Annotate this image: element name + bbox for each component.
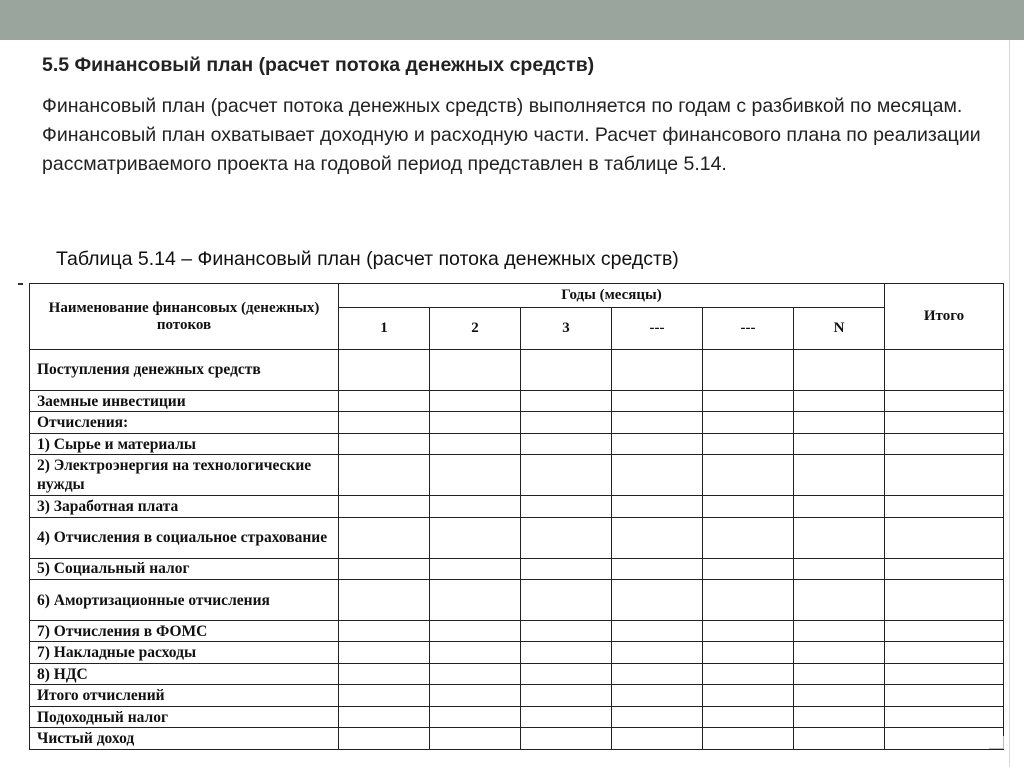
- table-cell: [612, 642, 703, 663]
- header-period: 1: [339, 308, 430, 350]
- table-cell: [794, 433, 885, 454]
- table-cell: [430, 412, 521, 433]
- row-label: Чистый доход: [30, 728, 339, 750]
- table-cell: [703, 496, 794, 517]
- table-cell: [521, 706, 612, 727]
- table-cell: [885, 517, 1004, 558]
- table-cell: [430, 455, 521, 496]
- table-row: [30, 663, 1004, 684]
- row-label: 3) Заработная плата: [30, 496, 339, 517]
- table-cell: [339, 433, 430, 454]
- table-cell: [521, 412, 612, 433]
- header-name: Наименование финансовых (денежных) потоков: [30, 284, 339, 350]
- table-cell: [430, 642, 521, 663]
- table-cell: [794, 390, 885, 411]
- table-cell: [794, 412, 885, 433]
- table-cell: [885, 728, 1004, 750]
- table-cell: [430, 580, 521, 621]
- table-cell: [794, 706, 885, 727]
- row-label: 2) Электроэнергия на технологические нужды: [30, 455, 339, 496]
- table-cell: [430, 496, 521, 517]
- table-row: [30, 685, 1004, 706]
- row-label: 1) Сырье и материалы: [30, 433, 339, 454]
- table-row: [30, 412, 1004, 433]
- table-cell: [521, 620, 612, 641]
- section-title: 5.5 Финансовый план (расчет потока денежных средств): [42, 54, 595, 76]
- row-label: Подоходный налог: [30, 706, 339, 727]
- table-cell: [794, 455, 885, 496]
- table-cell: [339, 455, 430, 496]
- table-cell: [612, 728, 703, 750]
- table-cell: [703, 455, 794, 496]
- header-years: Годы (месяцы): [339, 284, 885, 308]
- margin-mark: [18, 283, 23, 285]
- table-cell: [794, 728, 885, 750]
- header-total: Итого: [885, 284, 1004, 350]
- table-cell: [703, 517, 794, 558]
- table-cell: [339, 517, 430, 558]
- table-row: [30, 580, 1004, 621]
- row-label: 8) НДС: [30, 663, 339, 684]
- table-cell: [339, 496, 430, 517]
- table-cell: [885, 455, 1004, 496]
- table-cell: [339, 728, 430, 750]
- table-cell: [612, 433, 703, 454]
- table-row: [30, 517, 1004, 558]
- table-cell: [612, 455, 703, 496]
- table-cell: [703, 642, 794, 663]
- table-row: [30, 706, 1004, 727]
- table-cell: [703, 685, 794, 706]
- table-cell: [339, 558, 430, 579]
- table-cell: [339, 350, 430, 391]
- financial-plan-table: [29, 283, 1004, 750]
- table-cell: [521, 642, 612, 663]
- table-cell: [612, 580, 703, 621]
- table-cell: [885, 496, 1004, 517]
- table-cell: [885, 390, 1004, 411]
- slide-border: [1009, 40, 1010, 767]
- table-cell: [794, 642, 885, 663]
- table-cell: [521, 433, 612, 454]
- table-cell: [885, 412, 1004, 433]
- table-cell: [339, 620, 430, 641]
- row-label: 7) Отчисления в ФОМС: [30, 620, 339, 641]
- table-cell: [885, 642, 1004, 663]
- table-cell: [430, 517, 521, 558]
- table-cell: [521, 350, 612, 391]
- table-cell: [430, 390, 521, 411]
- table-cell: [794, 558, 885, 579]
- table-cell: [339, 706, 430, 727]
- header-period: ---: [612, 308, 703, 350]
- table-cell: [612, 496, 703, 517]
- table-cell: [885, 706, 1004, 727]
- table-cell: [612, 663, 703, 684]
- table-caption: Таблица 5.14 – Финансовый план (расчет потока денежных средств): [56, 248, 679, 270]
- table-cell: [612, 390, 703, 411]
- table-cell: [430, 558, 521, 579]
- table-cell: [703, 580, 794, 621]
- table-cell: [703, 390, 794, 411]
- table-cell: [703, 728, 794, 750]
- table-cell: [794, 517, 885, 558]
- table-cell: [794, 663, 885, 684]
- table-cell: [612, 685, 703, 706]
- table-cell: [703, 350, 794, 391]
- header-period: N: [794, 308, 885, 350]
- table-cell: [430, 663, 521, 684]
- table-cell: [703, 433, 794, 454]
- row-label: Заемные инвестиции: [30, 390, 339, 411]
- table-cell: [612, 350, 703, 391]
- table-cell: [339, 685, 430, 706]
- table-cell: [521, 390, 612, 411]
- table-row: [30, 642, 1004, 663]
- table-cell: [339, 663, 430, 684]
- page-corner-mark: [989, 736, 1004, 749]
- table-cell: [521, 496, 612, 517]
- row-label: Поступления денежных средств: [30, 350, 339, 391]
- body-paragraph: Финансовый план (расчет потока денежных средств) выполняется по годам с разбивкой по месяцам. Финансовый план охватывает доходную и расходную части. Расчет финансового плана по реализации рассматриваемого проекта на годовой период представлен в таблице 5.14.: [42, 95, 981, 175]
- table-cell: [703, 663, 794, 684]
- table-cell: [521, 685, 612, 706]
- table-cell: [521, 517, 612, 558]
- table-cell: [885, 620, 1004, 641]
- table-cell: [703, 706, 794, 727]
- table-cell: [885, 433, 1004, 454]
- table-cell: [339, 580, 430, 621]
- table-cell: [612, 620, 703, 641]
- table-cell: [794, 496, 885, 517]
- table-cell: [885, 350, 1004, 391]
- table-cell: [521, 580, 612, 621]
- row-label: Итого отчислений: [30, 685, 339, 706]
- table-cell: [612, 517, 703, 558]
- table-cell: [430, 620, 521, 641]
- table-cell: [885, 663, 1004, 684]
- table-cell: [612, 706, 703, 727]
- table-cell: [521, 728, 612, 750]
- table-cell: [521, 663, 612, 684]
- top-banner: [0, 0, 1024, 40]
- table-cell: [885, 558, 1004, 579]
- table-cell: [339, 390, 430, 411]
- table-cell: [521, 558, 612, 579]
- table-cell: [430, 433, 521, 454]
- header-period: ---: [703, 308, 794, 350]
- table-cell: [703, 620, 794, 641]
- table-cell: [521, 455, 612, 496]
- table-row: [30, 620, 1004, 641]
- row-label: 4) Отчисления в социальное страхование: [30, 517, 339, 558]
- row-label: Отчисления:: [30, 412, 339, 433]
- table-cell: [430, 706, 521, 727]
- table-cell: [339, 412, 430, 433]
- table-cell: [703, 412, 794, 433]
- table-row: [30, 496, 1004, 517]
- table-cell: [885, 580, 1004, 621]
- table-row: [30, 558, 1004, 579]
- row-label: 5) Социальный налог: [30, 558, 339, 579]
- table-cell: [430, 728, 521, 750]
- table-cell: [612, 558, 703, 579]
- table-cell: [430, 685, 521, 706]
- financial-plan-table-container: [29, 283, 1003, 750]
- table-row: [30, 350, 1004, 391]
- table-row: [30, 433, 1004, 454]
- table-cell: [794, 350, 885, 391]
- table-row: [30, 390, 1004, 411]
- table-cell: [703, 558, 794, 579]
- table-cell: [794, 685, 885, 706]
- header-period: 2: [430, 308, 521, 350]
- table-cell: [794, 580, 885, 621]
- header-period: 3: [521, 308, 612, 350]
- table-cell: [885, 685, 1004, 706]
- table-row: [30, 455, 1004, 496]
- table-row: [30, 728, 1004, 750]
- row-label: 7) Накладные расходы: [30, 642, 339, 663]
- row-label: 6) Амортизационные отчисления: [30, 580, 339, 621]
- table-cell: [612, 412, 703, 433]
- table-cell: [339, 642, 430, 663]
- table-cell: [430, 350, 521, 391]
- table-cell: [794, 620, 885, 641]
